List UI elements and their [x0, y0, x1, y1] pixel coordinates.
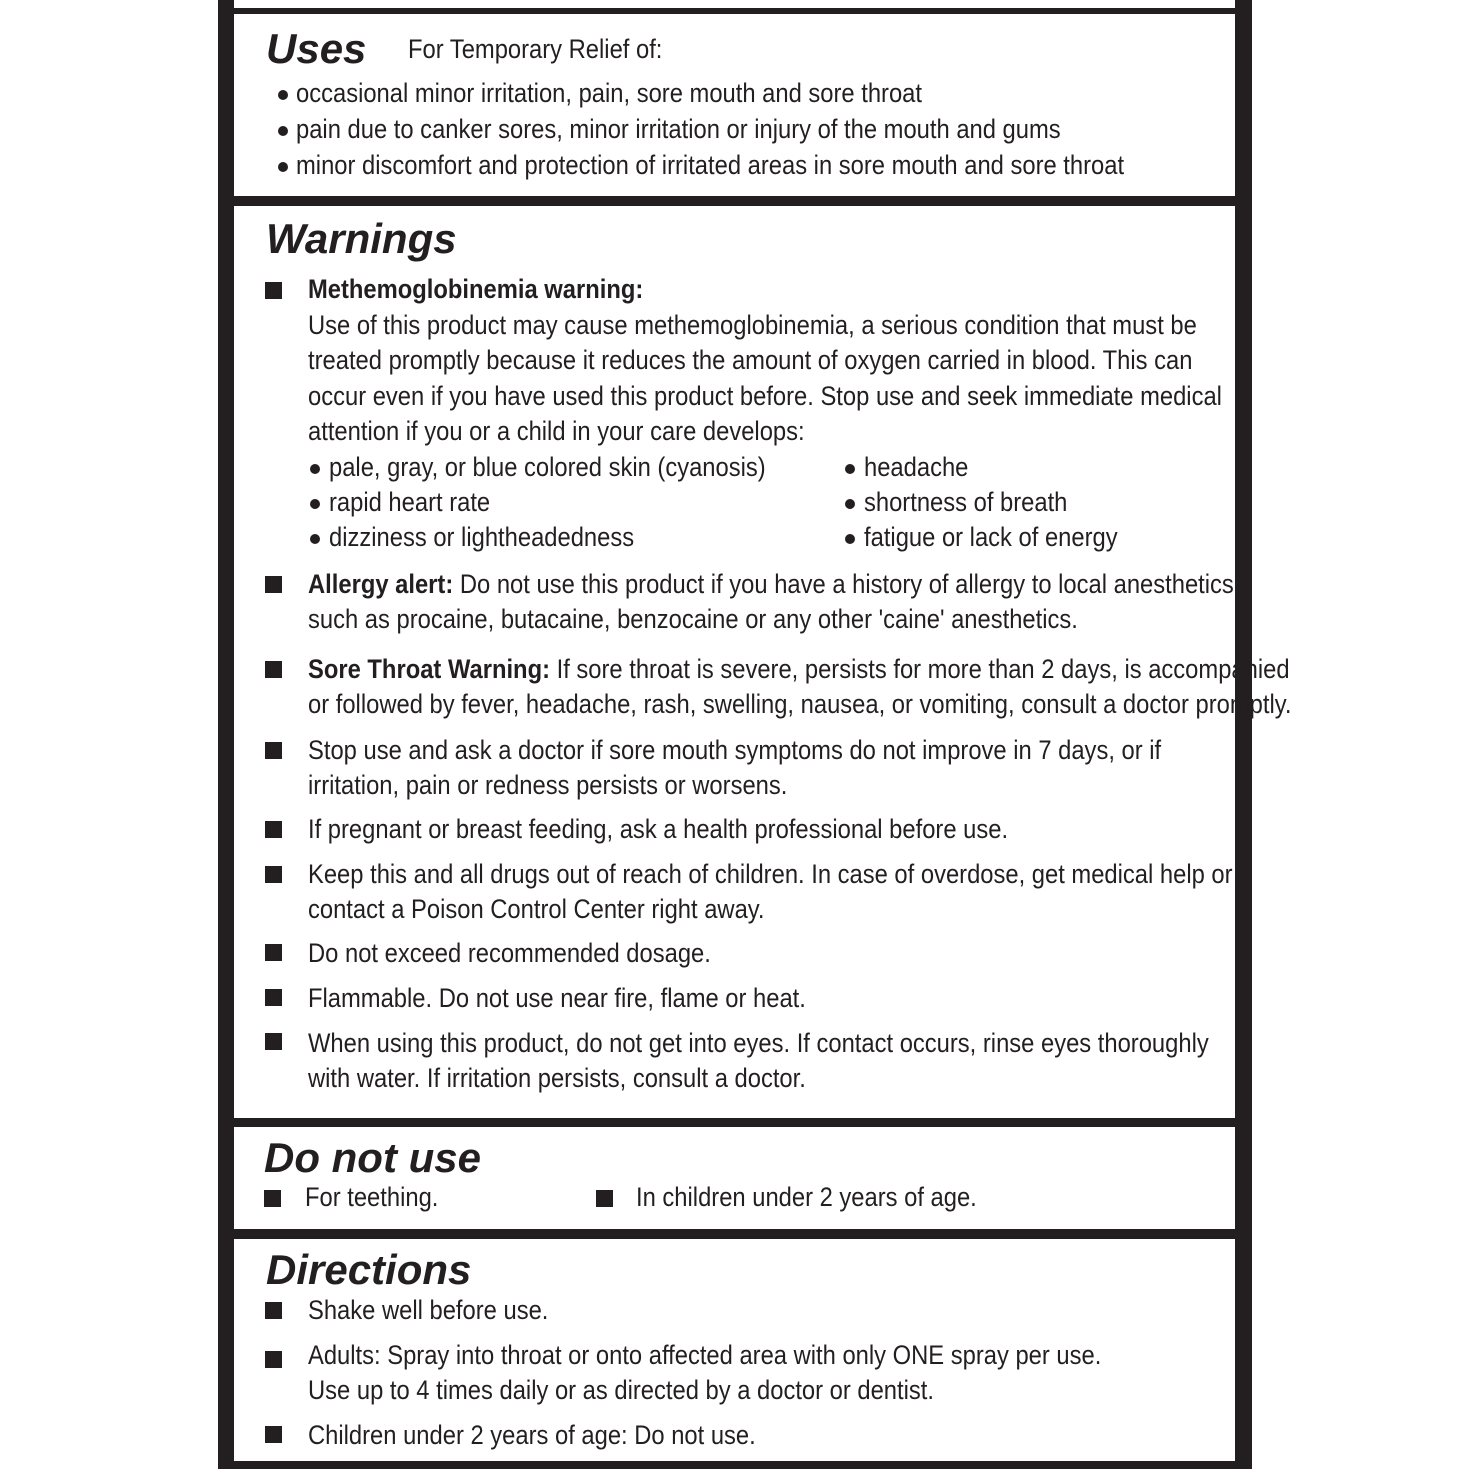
square-bullet-icon: [265, 1351, 282, 1368]
square-bullet-icon: [265, 1033, 282, 1050]
square-bullet-icon: [265, 1302, 282, 1319]
uses-heading: Uses: [266, 25, 367, 72]
methemoglobinemia-text: treated promptly because it reduces the amount of oxygen carried in blood. This can: [308, 345, 1193, 375]
warning-item: Do not exceed recommended dosage.: [308, 938, 711, 968]
bullet-icon: [310, 499, 320, 509]
square-bullet-icon: [265, 866, 282, 883]
warning-item: Keep this and all drugs out of reach of children. In case of overdose, get medical help or: [308, 859, 1233, 889]
square-bullet-icon: [265, 1426, 282, 1443]
square-bullet-icon: [596, 1190, 613, 1207]
sore-throat-warning-text: or followed by fever, headache, rash, swelling, nausea, or vomiting, consult a doctor promptly.: [308, 689, 1292, 719]
methemoglobinemia-text: occur even if you have used this product before. Stop use and seek immediate medical: [308, 381, 1222, 411]
do-not-use-item: For teething.: [305, 1182, 439, 1212]
allergy-alert: Allergy alert: Do not use this product if you have a history of allergy to local anesthetics: [308, 569, 1234, 599]
warning-item: When using this product, do not get into eyes. If contact occurs, rinse eyes thoroughly: [308, 1028, 1209, 1058]
do-not-use-section: [234, 1127, 1235, 1229]
symptom-item: fatigue or lack of energy: [864, 522, 1118, 552]
warning-item: If pregnant or breast feeding, ask a health professional before use.: [308, 814, 1009, 844]
warning-item: with water. If irritation persists, consult a doctor.: [308, 1063, 806, 1093]
directions-item: Use up to 4 times daily or as directed by a doctor or dentist.: [308, 1375, 934, 1405]
symptom-item: dizziness or lightheadedness: [329, 522, 635, 552]
do-not-use-heading: Do not use: [264, 1134, 481, 1181]
bullet-icon: [278, 126, 288, 136]
directions-item: Shake well before use.: [308, 1295, 549, 1325]
bullet-icon: [310, 534, 320, 544]
directions-item: Children under 2 years of age: Do not use.: [308, 1420, 756, 1450]
symptom-item: shortness of breath: [864, 487, 1068, 517]
sore-throat-warning: Sore Throat Warning: If sore throat is severe, persists for more than 2 days, is accompanied: [308, 654, 1290, 684]
symptom-item: headache: [864, 452, 969, 482]
warnings-section: [234, 206, 1292, 1118]
bullet-icon: [310, 464, 320, 474]
warning-item: contact a Poison Control Center right away.: [308, 894, 765, 924]
top-section-remnant: [234, 0, 1235, 8]
uses-section: [234, 14, 1235, 196]
square-bullet-icon: [265, 661, 282, 678]
bullet-icon: [278, 90, 288, 100]
methemoglobinemia-text: attention if you or a child in your care develops:: [308, 416, 805, 446]
uses-item: occasional minor irritation, pain, sore mouth and sore throat: [296, 78, 923, 108]
methemoglobinemia-title: Methemoglobinemia warning:: [308, 274, 644, 304]
directions-section: [234, 1239, 1235, 1461]
warnings-heading: Warnings: [266, 215, 457, 262]
drug-facts-panel: [218, 0, 1292, 1469]
warning-item: Stop use and ask a doctor if sore mouth symptoms do not improve in 7 days, or if: [308, 735, 1162, 765]
bullet-icon: [845, 534, 855, 544]
square-bullet-icon: [265, 282, 282, 299]
allergy-alert-text: such as procaine, butacaine, benzocaine or any other 'caine' anesthetics.: [308, 604, 1078, 634]
square-bullet-icon: [265, 989, 282, 1006]
symptom-item: rapid heart rate: [329, 487, 491, 517]
square-bullet-icon: [264, 1190, 281, 1207]
square-bullet-icon: [265, 576, 282, 593]
warning-item: irritation, pain or redness persists or worsens.: [308, 770, 788, 800]
bullet-icon: [278, 162, 288, 172]
warning-item: Flammable. Do not use near fire, flame or heat.: [308, 983, 806, 1013]
square-bullet-icon: [265, 821, 282, 838]
bullet-icon: [845, 499, 855, 509]
symptom-item: pale, gray, or blue colored skin (cyanosis): [329, 452, 766, 482]
square-bullet-icon: [265, 742, 282, 759]
directions-item: Adults: Spray into throat or onto affected area with only ONE spray per use.: [308, 1340, 1102, 1370]
uses-item: minor discomfort and protection of irritated areas in sore mouth and sore throat: [296, 150, 1125, 180]
uses-intro: For Temporary Relief of:: [408, 34, 663, 64]
directions-heading: Directions: [266, 1246, 472, 1293]
bullet-icon: [845, 464, 855, 474]
methemoglobinemia-text: Use of this product may cause methemoglobinemia, a serious condition that must be: [308, 310, 1197, 340]
do-not-use-item: In children under 2 years of age.: [636, 1182, 977, 1212]
uses-item: pain due to canker sores, minor irritation or injury of the mouth and gums: [296, 114, 1061, 144]
square-bullet-icon: [265, 944, 282, 961]
